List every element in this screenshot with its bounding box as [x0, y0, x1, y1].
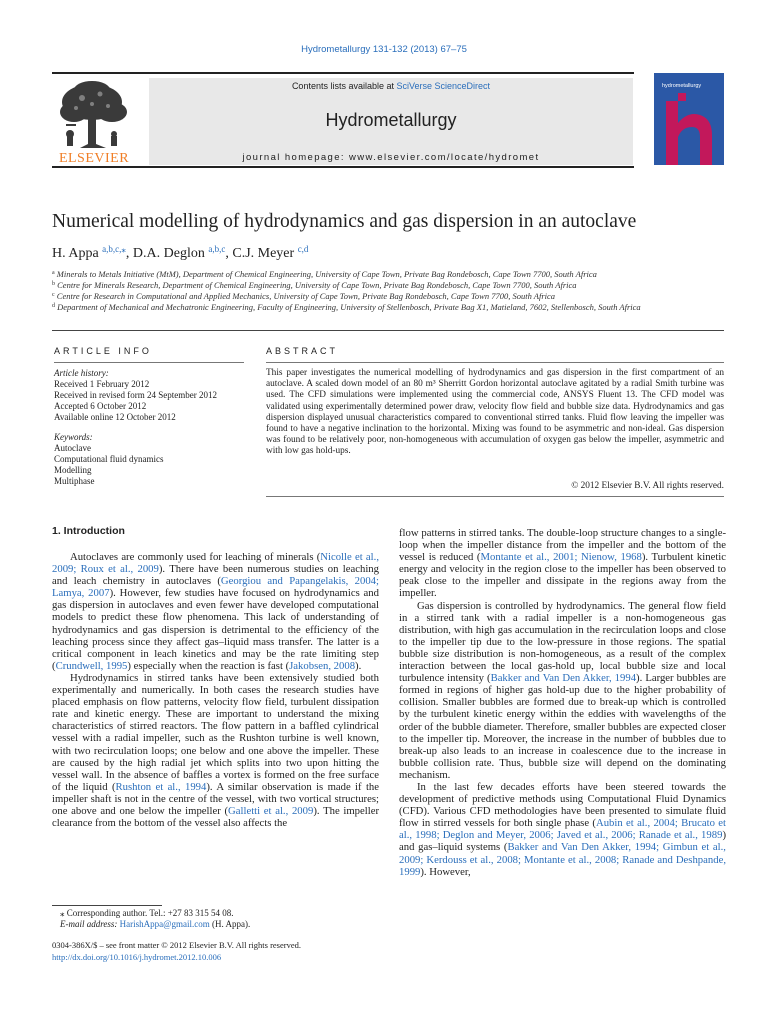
affiliation-b: $^b$ Centre for Minerals Research, Department of Chemical Engineering, University of Cape Town, Private Bag Rondebosch, Cape Town 7700, South Africa — [52, 280, 577, 290]
affiliations-divider — [52, 330, 724, 331]
abstract-rule — [266, 362, 724, 363]
author-list — [52, 244, 308, 262]
citation-link[interactable]: Galletti et al., 2009 — [228, 804, 314, 817]
article-title: Numerical modelling of hydrodynamics and gas dispersion in an autoclave — [52, 211, 637, 232]
body-left-column — [52, 551, 379, 829]
author-name: H. Appa — [52, 246, 103, 261]
citation-link[interactable]: Bakker and Van Den Akker, 1994; Gimbun et al., 2009; Kerdouss et al., 2008; Montante et al., 2008; Ranade and Deshpande, 1999 — [399, 841, 726, 878]
contents-available-line — [149, 81, 633, 91]
journal-citation-link[interactable]: Hydrometallurgy 131-132 (2013) 67–75 — [301, 44, 467, 55]
author-separator: , — [225, 246, 233, 261]
sciencedirect-link[interactable]: SciVerse ScienceDirect — [396, 81, 491, 91]
citation-link[interactable]: Aubin et al., 2004; Brucato et al., 1998; Deglon and Meyer, 2006; Javed et al., 2006; Ranade et al., 1989 — [399, 817, 726, 842]
citation-link[interactable]: Nicolle et al., 2009; Roux et al., 2009 — [52, 551, 379, 576]
front-matter-notice: 0304-386X/$ – see front matter © 2012 Elsevier B.V. All rights reserved. — [52, 940, 301, 950]
banner-bottom-rule — [52, 166, 634, 168]
history-online: Available online 12 October 2012 — [54, 412, 176, 422]
author-affiliation-marks[interactable]: a,b,c — [208, 244, 226, 254]
footnote-mark: ⁎ — [60, 908, 65, 918]
history-label: Article history: — [54, 368, 109, 378]
affiliation-c: $^c$ Centre for Research in Computational and Applied Mechanics, University of Cape Town, Private Bag Rondebosch, Cape Town 7700, South Africa — [52, 291, 556, 301]
abstract-bottom-rule — [266, 496, 724, 497]
paragraph-text: ) and gas–liquid systems ( — [399, 829, 726, 854]
article-info-heading: ARTICLE INFO — [54, 346, 152, 356]
keyword-item: Multiphase — [54, 476, 95, 486]
journal-cover-thumbnail[interactable] — [654, 73, 724, 165]
article-info-rule — [54, 362, 244, 363]
author-name: C.J. Meyer — [232, 246, 298, 261]
cover-title: hydrometallurgy — [662, 83, 702, 89]
email-suffix: (H. Appa). — [209, 919, 251, 929]
affiliation-d: $^d$ Department of Mechanical and Mechatronic Engineering, Faculty of Engineering, University of Stellenbosch, Private Bag X1, Matieland, 7602, Stellenbosch, South Africa — [52, 302, 641, 312]
banner-top-rule — [52, 72, 634, 74]
paragraph-text: Gas dispersion is controlled by hydrodynamics. The general flow field in a stirred tank with a radial impeller is a non-homogeneous gas distribution, with high gas accumulation in the recirculation loops and close to the impeller tip due to the low-pressure in those regions. The spatial bubble size distribution is non-homogeneous, as a result of the complex interaction between the local gas-hold up, local bubble size and local turbulence intensity ( — [399, 599, 726, 685]
author-affiliation-marks[interactable]: c,d — [297, 244, 309, 254]
body-paragraph — [399, 527, 726, 600]
introduction-heading: 1. Introduction — [52, 525, 125, 537]
corresponding-author-footnote — [60, 908, 250, 930]
paragraph-text: flow patterns in stirred tanks. The double-loop structure changes to a single-loop when the impeller distance from the impeller and the bottom of the vessel is reduced ( — [399, 527, 726, 564]
paragraph-text: Autoclaves are commonly used for leaching of minerals ( — [70, 551, 321, 563]
abstract-copyright: © 2012 Elsevier B.V. All rights reserved. — [571, 481, 724, 491]
paragraph-text: Hydrodynamics in stirred tanks have been extensively studied both experimentally and numerically. In both cases the research studies have placed emphasis on flow patterns, velocity flow field, turbulent dissipation rate and kinetic energy. These are important to understand the mixing characteristics of stirred reactors. The flow pattern in a baffled cylindrical vessel with a radial impeller, such as the Rushton turbine is well known, with two recirculation loops; one below and one above the impeller. These are caused by the high radial jet which splits into two upon hitting the vessel wall. In the absence of baffles a vortex is formed on the free surface of the liquid ( — [52, 671, 379, 793]
paragraph-text: ). A similar observation is made if the impeller shaft is not in the centre of the vessel, with two vortical structures; one above and one below the impeller ( — [52, 780, 379, 817]
paragraph-text: ). Turbulent kinetic energy and velocity in the region close to the impeller has been observed to peak close to the impeller and dissipate in the regions away from the impeller. — [399, 551, 727, 600]
history-received: Received 1 February 2012 — [54, 379, 150, 389]
citation-link[interactable]: Georgiou and Papangelakis, 2004; Lamya, 2007 — [52, 575, 379, 600]
body-paragraph — [399, 781, 726, 878]
keyword-item: Modelling — [54, 465, 92, 475]
contents-prefix: Contents lists available at — [291, 81, 397, 91]
elsevier-wordmark: ELSEVIER — [58, 151, 130, 166]
history-revised: Received in revised form 24 September 2012 — [54, 390, 217, 400]
citation-link[interactable]: Montante et al., 2001; Nienow, 1968 — [480, 551, 642, 564]
email-label: E-mail address: — [60, 919, 120, 929]
abstract-text: This paper investigates the numerical modelling of hydrodynamics and gas dispersion in the first compartment of an autoclave. A scaled down model of an 80 m³ Sherritt Gordon horizontal autoclave agitated by a radial Smith turbine was used. The CFD simulations were implemented using the commercial code, ANSYS Fluent 13. The CFD model was validated using experimentally determined power draw, velocity flow field and bubble size data. Hydrodynamics and gas dispersion displayed unusual characteristics compared to conventional stirred tanks. Fluid flow leaving the impeller was found to have a negative inclination to the horizontal. Mixing was found to be asymmetric and non-ideal. Gas dispersion was found to be relatively poor, non-homogeneous with accumulation of oxygen gas below the impeller, asymmetric and with low gas hold-ups. — [266, 368, 724, 457]
author-affiliation-marks[interactable]: a,b,c,⁎ — [102, 244, 126, 254]
paragraph-text: In the last few decades efforts have been steered towards the development of predictive methods using Computational Fluid Dynamics (CFD). Various CFD methodologies have been presented to simulate fluid flow in stirred vessels for both single phase ( — [399, 780, 726, 830]
keyword-item: Autoclave — [54, 443, 91, 453]
body-paragraph — [52, 672, 379, 829]
journal-name: Hydrometallurgy — [325, 110, 457, 130]
citation-link[interactable]: Bakker and Van Den Akker, 1994 — [490, 672, 637, 685]
paragraph-text: ). However, — [420, 865, 471, 878]
history-accepted: Accepted 6 October 2012 — [54, 401, 147, 411]
paragraph-text: ). However, few studies have focused on hydrodynamics and gas dispersion in autoclaves and even fewer have developed computational models to predict these flow phenomena. This lack of understanding of hydrodynamics and gas dispersion is detrimental to the efficiency of the leaching process since they affect gas–liquid mass transfer. The latter is a critical component in leach kinetics and may be the rate limiting step ( — [52, 587, 379, 672]
body-paragraph — [52, 551, 379, 672]
paragraph-text: ). The impeller clearance from the bottom of the vessel also affects the — [52, 804, 380, 830]
author-name: D.A. Deglon — [132, 246, 209, 261]
paragraph-text: ) especially when the reaction is fast ( — [127, 659, 290, 672]
article-info-panel — [54, 368, 244, 487]
keywords-label: Keywords: — [54, 432, 93, 442]
affiliation-a: $^a$ Minerals to Metals Initiative (MtM), Department of Chemical Engineering, University of Cape Town, Private Bag Rondebosch, Cape Town 7700, South Africa — [52, 269, 597, 279]
footnote-corresponding: Corresponding author. Tel.: +27 83 315 54 08. — [64, 908, 234, 918]
doi-link[interactable]: http://dx.doi.org/10.1016/j.hydromet.2012.10.006 — [52, 952, 222, 962]
paragraph-text: ). There have been numerous studies on leaching and leach chemistry in autoclaves ( — [52, 563, 379, 588]
body-right-column — [399, 527, 726, 878]
citation-link[interactable]: Rushton et al., 1994 — [115, 780, 207, 793]
paragraph-text: ). — [355, 659, 362, 672]
paragraph-text: ). Larger bubbles are formed in regions of higher gas hold-up due to the higher probability of collision. Smaller bubbles are formed due to break-up which is controlled by the turbulent kinetic energy within the eddies with wavelengths of the order of the bubble diameter. Therefore, smaller bubbles are expected closer to the impeller tip. Moreover, the increase in the number of bubbles due to break-up also leads to an increase in coalescence due to the increase in bubble collision rate. Thus, bubble size will depend on the dominating mechanism. — [399, 672, 726, 781]
abstract-heading: ABSTRACT — [266, 346, 339, 356]
author-separator: , — [125, 246, 133, 261]
footnote-rule — [52, 905, 162, 906]
journal-homepage-link[interactable]: journal homepage: www.elsevier.com/locate/hydromet — [242, 152, 540, 163]
body-paragraph — [399, 600, 726, 781]
citation-link[interactable]: Crundwell, 1995 — [55, 659, 128, 672]
keyword-item: Computational fluid dynamics — [54, 454, 164, 464]
citation-link[interactable]: Jakobsen, 2008 — [289, 659, 356, 672]
author-email-link[interactable]: HarishAppa@gmail.com — [119, 919, 210, 929]
